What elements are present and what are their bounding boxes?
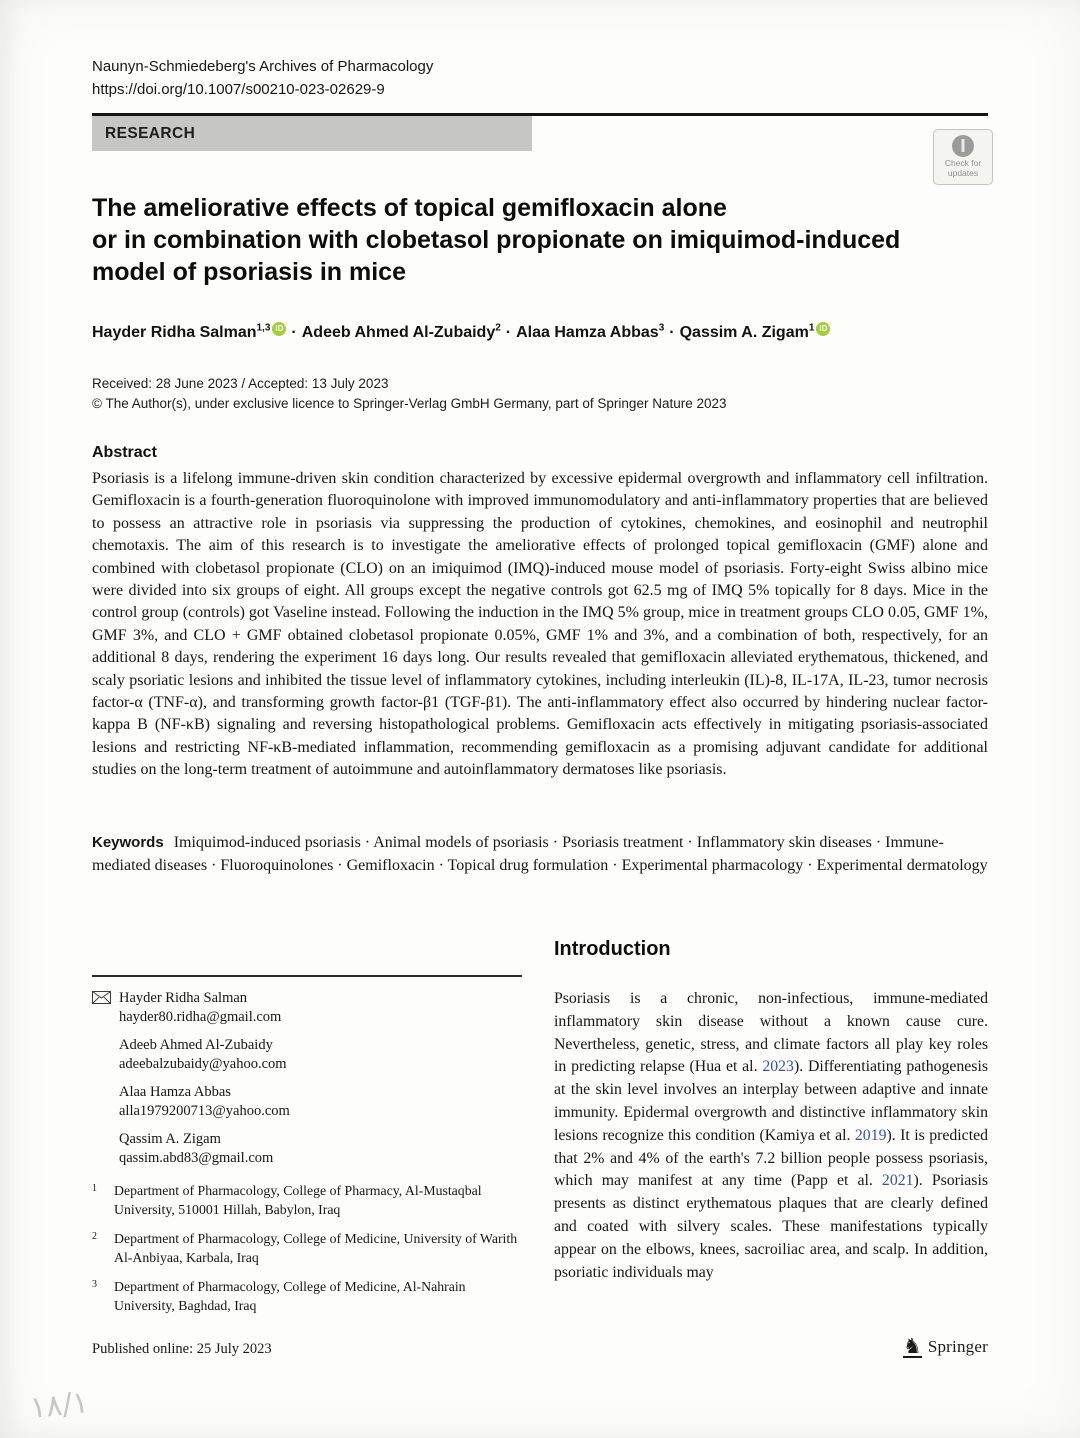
introduction-heading: Introduction (554, 938, 671, 960)
affiliation-number: 3 (92, 1279, 97, 1290)
affiliation-text: Department of Pharmacology, College of Medicine, University of Warith Al-Anbiyaa, Karbala, Iraq (114, 1231, 518, 1265)
citation-link[interactable]: 2021 (881, 1172, 914, 1190)
corresponding-author-email[interactable]: hayder80.ridha@gmail.com (119, 1009, 282, 1025)
spacer (92, 1036, 119, 1074)
affiliation-text: Department of Pharmacology, College of Pharmacy, Al-Mustaqbal University, 510001 Hillah, Babylon, Iraq (114, 1183, 482, 1217)
intro-text-segment: ). It is predicted that 2% and 4% of the earth's 7.2 billion people possess psoriasis, which may manifest at any time (Papp et al. (554, 1126, 988, 1190)
handwritten-page-mark: ١٨/١ (28, 1385, 91, 1426)
doi-link[interactable]: https://doi.org/10.1007/s00210-023-02629-9 (92, 81, 385, 98)
author-contact-email[interactable]: qassim.abd83@gmail.com (119, 1150, 274, 1166)
correspondence-entry (92, 1083, 522, 1121)
check-for-updates-icon (952, 135, 974, 157)
publisher-logo (903, 1336, 988, 1358)
correspondence-text (119, 989, 281, 1027)
keywords-block (92, 831, 988, 877)
spacer (92, 1083, 119, 1121)
check-for-updates-badge[interactable] (933, 129, 993, 185)
correspondence-entry (92, 989, 522, 1027)
title-line-1: The ameliorative effects of topical gemifloxacin alone (92, 194, 727, 222)
publisher-name: Springer (927, 1337, 988, 1356)
author-contact-name: Qassim A. Zigam (119, 1131, 221, 1147)
keywords-label: Keywords (92, 834, 164, 851)
springer-knight-icon: ♞ (903, 1334, 922, 1358)
correspondence-text (119, 1036, 287, 1074)
left-column (92, 975, 522, 1326)
introduction-text (554, 988, 988, 1284)
affiliation-number: 2 (92, 1231, 97, 1242)
abstract-heading: Abstract (92, 444, 157, 461)
author-contact-name: Alaa Hamza Abbas (119, 1084, 231, 1100)
check-for-updates-line2: updates (947, 168, 979, 178)
title-line-3: model of psoriasis in mice (92, 258, 406, 286)
correspondence-entry (92, 1130, 522, 1168)
affiliation-entry (92, 1182, 522, 1219)
citation-link[interactable]: 2023 (762, 1058, 794, 1076)
author-1-name: Hayder Ridha Salman (92, 324, 257, 342)
affiliation-number: 1 (92, 1183, 97, 1194)
affiliation-entry (92, 1278, 522, 1315)
affiliation-entry (92, 1230, 522, 1267)
corresponding-author-name: Hayder Ridha Salman (119, 990, 248, 1006)
correspondence-text (119, 1083, 290, 1121)
affiliation-text: Department of Pharmacology, College of Medicine, Al-Nahrain University, Baghdad, Iraq (114, 1279, 466, 1313)
intro-text-segment: ). Differentiating pathogenesis at the skin level involves an interplay between adaptive and innate immunity. Epidermal overgrowth and distinctive inflammatory skin lesions recognize this condition (Kamiya et al. (554, 1058, 988, 1144)
right-column (554, 938, 988, 1284)
received-accepted-dates: Received: 28 June 2023 / Accepted: 13 July 2023 (92, 376, 389, 391)
article-type-banner: RESEARCH (92, 116, 532, 151)
copyright-line: © The Author(s), under exclusive licence to Springer-Verlag GmbH Germany, part of Springer Nature 2023 (92, 396, 727, 411)
author-3-affiliation-sup: 3 (658, 323, 665, 334)
page-title (92, 192, 972, 288)
author-1-affiliation-sup: 1,3 (256, 323, 271, 334)
correspondence-divider (92, 975, 522, 977)
published-online-date: Published online: 25 July 2023 (92, 1341, 272, 1357)
author-list (92, 322, 988, 342)
author-contact-email[interactable]: alla1979200713@yahoo.com (119, 1103, 290, 1119)
affiliation-list (92, 1182, 522, 1315)
author-3 (516, 324, 664, 341)
author-separator: · (669, 324, 675, 342)
author-contact-email[interactable]: adeebalzubaidy@yahoo.com (119, 1056, 287, 1072)
author-2 (302, 324, 501, 341)
author-separator: · (291, 324, 297, 342)
correspondence-text (119, 1130, 273, 1168)
title-line-2: or in combination with clobetasol propionate on imiquimod-induced (92, 226, 901, 254)
orcid-icon[interactable]: iD (272, 322, 286, 336)
author-4-name: Qassim A. Zigam (679, 324, 809, 342)
abstract-text: Psoriasis is a lifelong immune-driven skin condition characterized by excessive epidermal overgrowth and inflammatory cell infiltration. Gemifloxacin is a fourth-generation fluoroquinolone with improved immunomodulatory and anti-inflammatory properties that are believed to possess an attractive role in psoriasis via suppressing the production of cytokines, chemokines, and eosinophil and neutrophil chemotaxis. The aim of this research is to investigate the ameliorative effects of prolonged topical gemifloxacin (GMF) alone and combined with clobetasol propionate (CLO) on an imiquimod (IMQ)-induced mouse model of psoriasis. Forty-eight Swiss albino mice were divided into six groups of eight. All groups except the negative controls got 62.5 mg of IMQ 5% topically for 8 days. Mice in the control group (controls) got Vaseline instead. Following the induction in the IMQ 5% group, mice in treatment groups CLO 0.05, GMF 1%, GMF 3%, and CLO + GMF obtained clobetasol propionate 0.05%, GMF 1% and 3%, and a combination of both, respectively, for an additional 8 days, rendering the experiment 16 days long. Our results revealed that gemifloxacin alleviated erythematous, thickened, and scaly psoriatic lesions and inhibited the tissue level of inflammatory cytokines, including interleukin (IL)-8, IL-17A, IL-23, tumor necrosis factor-α (TNF-α), and transforming growth factor-β1 (TGF-β1). The anti-inflammatory effect also occurred by hindering nuclear factor-kappa B (NF-κB) signaling and reversing histopathological problems. Gemifloxacin acts effectively in mitigating psoriasis-associated lesions and restricting NF-κB-mediated inflammation, recommending gemifloxacin as a promising adjuvant candidate for additional studies on the long-term treatment of autoimmune and autoinflammatory dermatoses like psoriasis. (92, 470, 988, 779)
envelope-icon (92, 989, 119, 1027)
author-contact-name: Adeeb Ahmed Al-Zubaidy (119, 1037, 273, 1053)
author-1 (92, 324, 286, 341)
author-separator: · (505, 324, 512, 342)
check-for-updates-line1: Check for (944, 158, 982, 168)
author-2-name: Adeeb Ahmed Al-Zubaidy (301, 324, 496, 342)
correspondence-entry (92, 1036, 522, 1074)
keywords-text: Imiquimod-induced psoriasis · Animal models of psoriasis · Psoriasis treatment · Inflammatory skin diseases · Immune-mediated diseases · Fluoroquinolones · Gemifloxacin · Topical drug formulation · Experimental pharmacology · Experimental dermatology (92, 834, 988, 874)
journal-name: Naunyn-Schmiedeberg's Archives of Pharmacology (92, 58, 434, 75)
citation-link[interactable]: 2019 (854, 1126, 887, 1144)
orcid-icon[interactable]: iD (816, 322, 830, 336)
author-4-affiliation-sup: 1 (808, 323, 815, 334)
check-for-updates-label (934, 158, 992, 178)
intro-text-segment: Psoriasis is a chronic, non-infectious, immune-mediated inflammatory skin disease without a known cause cure. Nevertheless, genetic, stress, and climate factors all play key roles in predicting relapse (Hua et al. (554, 990, 988, 1076)
author-3-name: Alaa Hamza Abbas (516, 324, 659, 342)
author-2-affiliation-sup: 2 (495, 323, 501, 334)
intro-text-segment: ). Psoriasis presents as distinct erythematous plaques that are clearly defined and coated with silvery scales. These manifestations typically appear on the elbows, knees, sacroiliac area, and scalp. In addition, psoriatic individuals may (554, 1172, 988, 1281)
spacer (92, 1130, 119, 1168)
author-4 (680, 324, 831, 341)
